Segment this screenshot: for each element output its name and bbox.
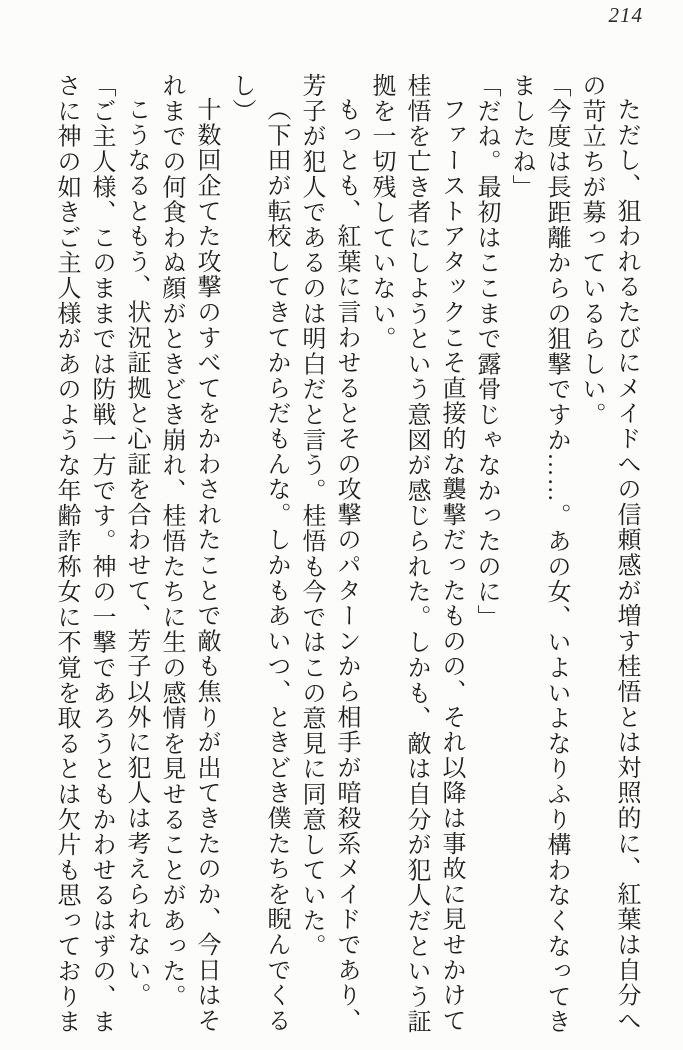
paragraph: ファーストアタックこそ直接的な襲撃だったものの、それ以降は事故に見せかけて桂悟を亡き者にしようという意図が感じられた。しかも、敵は自分が犯人だという証拠を一切残していない。 (368, 73, 464, 1035)
paragraph: 「だね。最初はここまで露骨じゃなかったのに」 (473, 73, 499, 630)
paragraph: ただし、狙われるたびにメイドへの信頼感が増す桂悟とは対照的に、紅葉は自分への苛立ちが募っているらしい。 (578, 73, 639, 1034)
paragraph: 十数回企てた攻撃のすべてをかわされたことで敵も焦りが出てきたのか、今日はそれまでの何食わぬ顔がときどき崩れ、桂悟たちに生の感情を見せることがあった。 (158, 73, 219, 1034)
page-number: 214 (608, 3, 643, 27)
paragraph: 「今度は長距離からの狙撃ですか……。あの女、いよいよなりふり構わなくなってきましたね」 (508, 73, 569, 1035)
paragraph: 「ご主人様、このままでは防戦一方です。神の一撃であろうともかわせるはずの、まさに神の如きご主人様があのような年齢詐称女に不覚を取るとは欠片も思っておりま (53, 73, 114, 1035)
paragraph: こうなるともう、状況証拠と心証を合わせて、芳子以外に犯人は考えられない。 (123, 97, 149, 1008)
paragraph: もっとも、紅葉に言わせるとその攻撃のパターンから相手が暗殺系メイドであり、芳子が犯人であるのは明白だと言う。桂悟も今ではこの意見に同意していた。 (298, 73, 359, 1034)
text-body (43, 73, 643, 1039)
paragraph: （下田が転校してきてからだもんな。しかもあいつ、ときどき僕たちを睨んでくるし） (228, 73, 289, 1034)
